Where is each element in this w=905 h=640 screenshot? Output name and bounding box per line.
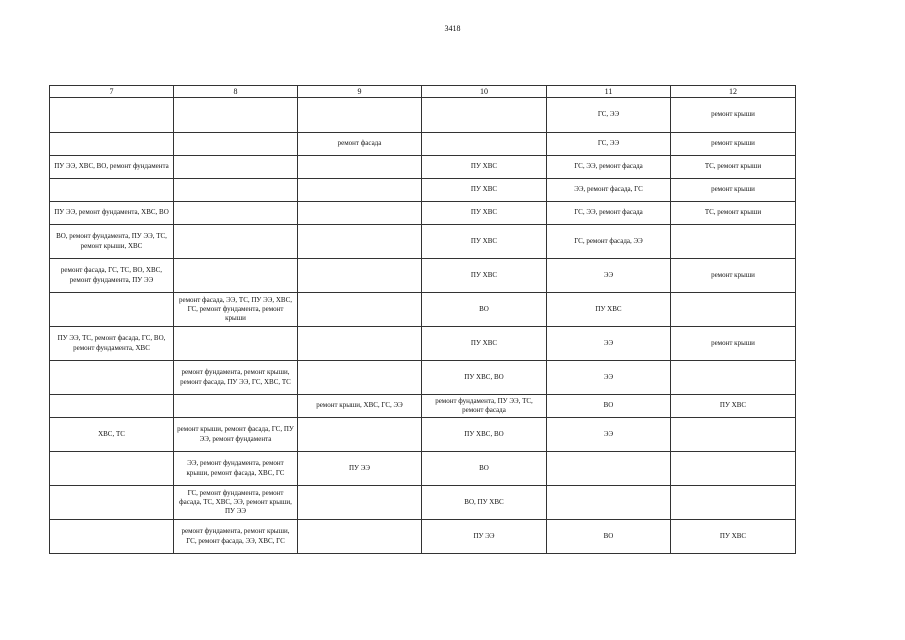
table-cell: ремонт фасада, ГС, ТС, ВО, ХВС, ремонт фундамента, ПУ ЭЭ — [50, 259, 174, 293]
table-cell — [174, 327, 298, 361]
table-cell — [174, 202, 298, 225]
table-cell: ГС, ЭЭ — [547, 133, 671, 156]
table-cell: ЭЭ — [547, 259, 671, 293]
column-header: 11 — [547, 86, 671, 98]
table-cell: ПУ ЭЭ, ХВС, ВО, ремонт фундамента — [50, 156, 174, 179]
table-cell: ремонт фасада — [298, 133, 422, 156]
table-cell: ремонт фасада, ЭЭ, ТС, ПУ ЭЭ, ХВС, ГС, ремонт фундамента, ремонт крыши — [174, 293, 298, 327]
table-cell — [422, 98, 547, 133]
table-cell — [50, 361, 174, 395]
table-cell: ремонт крыши — [671, 179, 796, 202]
table-cell: ВО, ПУ ХВС — [422, 486, 547, 520]
table-cell — [422, 133, 547, 156]
header-row — [50, 86, 796, 98]
table-row — [50, 361, 796, 395]
table-cell — [298, 179, 422, 202]
table-cell: ЭЭ — [547, 418, 671, 452]
table-cell: ремонт фундамента, ПУ ЭЭ, ТС, ремонт фасада — [422, 395, 547, 418]
table-cell — [298, 327, 422, 361]
table-cell — [50, 98, 174, 133]
table-cell — [50, 293, 174, 327]
table-cell: ЭЭ, ремонт фундамента, ремонт крыши, ремонт фасада, ХВС, ГС — [174, 452, 298, 486]
table-cell: ПУ ХВС, ВО — [422, 418, 547, 452]
table-cell — [174, 259, 298, 293]
table-cell: ремонт крыши — [671, 133, 796, 156]
table-cell — [298, 418, 422, 452]
table-cell — [174, 156, 298, 179]
table-cell — [50, 133, 174, 156]
table-cell: ПУ ХВС, ВО — [422, 361, 547, 395]
table-cell: ремонт крыши, ХВС, ГС, ЭЭ — [298, 395, 422, 418]
table-cell — [547, 486, 671, 520]
table-cell — [298, 293, 422, 327]
table-cell: ПУ ХВС — [422, 202, 547, 225]
table-cell: ТС, ремонт крыши — [671, 156, 796, 179]
column-header: 7 — [50, 86, 174, 98]
table-cell: ВО — [422, 293, 547, 327]
table-cell — [50, 452, 174, 486]
table-cell — [50, 395, 174, 418]
table-row — [50, 418, 796, 452]
table-cell: ВО — [547, 395, 671, 418]
table-cell: ЭЭ — [547, 327, 671, 361]
table-cell: ГС, ЭЭ, ремонт фасада — [547, 202, 671, 225]
table-cell — [174, 133, 298, 156]
table-cell — [298, 520, 422, 554]
table-cell — [174, 225, 298, 259]
table-cell: ВО — [422, 452, 547, 486]
table-cell: ПУ ЭЭ, ремонт фундамента, ХВС, ВО — [50, 202, 174, 225]
table-cell: ВО, ремонт фундамента, ПУ ЭЭ, ТС, ремонт крыши, ХВС — [50, 225, 174, 259]
table-cell: ПУ ЭЭ — [422, 520, 547, 554]
table-cell: ремонт крыши, ремонт фасада, ГС, ПУ ЭЭ, ремонт фундамента — [174, 418, 298, 452]
table-cell: ВО — [547, 520, 671, 554]
table-row — [50, 259, 796, 293]
table-cell: ПУ ХВС — [547, 293, 671, 327]
table-row — [50, 225, 796, 259]
table-cell — [298, 361, 422, 395]
table-cell — [50, 179, 174, 202]
table-cell: ТС, ремонт крыши — [671, 202, 796, 225]
table-cell: ремонт крыши — [671, 327, 796, 361]
table-cell — [298, 225, 422, 259]
table-cell: ремонт фундамента, ремонт крыши, ГС, ремонт фасада, ЭЭ, ХВС, ГС — [174, 520, 298, 554]
table-cell: ПУ ЭЭ — [298, 452, 422, 486]
table-cell — [174, 395, 298, 418]
table-row — [50, 452, 796, 486]
table-row — [50, 486, 796, 520]
table-row — [50, 179, 796, 202]
table-cell: ремонт крыши — [671, 98, 796, 133]
page-number: 3418 — [444, 24, 461, 33]
table-cell — [671, 486, 796, 520]
table-cell: ПУ ХВС — [422, 225, 547, 259]
table-cell — [174, 98, 298, 133]
table-row — [50, 327, 796, 361]
table-cell — [50, 520, 174, 554]
table-row — [50, 395, 796, 418]
table-cell: ПУ ХВС — [671, 520, 796, 554]
table-cell — [298, 259, 422, 293]
table-cell — [298, 156, 422, 179]
table-cell: ХВС, ТС — [50, 418, 174, 452]
table-cell — [671, 452, 796, 486]
table-cell: ПУ ХВС — [671, 395, 796, 418]
column-header: 8 — [174, 86, 298, 98]
table-cell: ГС, ЭЭ, ремонт фасада — [547, 156, 671, 179]
table-cell: ПУ ХВС — [422, 259, 547, 293]
table-cell: ПУ ХВС — [422, 179, 547, 202]
table-row — [50, 520, 796, 554]
table-cell — [547, 452, 671, 486]
table-row — [50, 133, 796, 156]
table-cell: ПУ ЭЭ, ТС, ремонт фасада, ГС, ВО, ремонт фундамента, ХВС — [50, 327, 174, 361]
table-row — [50, 98, 796, 133]
works-table — [49, 85, 796, 554]
table-cell: ЭЭ — [547, 361, 671, 395]
table-row — [50, 156, 796, 179]
table-cell: ГС, ЭЭ — [547, 98, 671, 133]
table-cell: ЭЭ, ремонт фасада, ГС — [547, 179, 671, 202]
column-header: 9 — [298, 86, 422, 98]
table-cell: ПУ ХВС — [422, 327, 547, 361]
table-row — [50, 202, 796, 225]
table-cell — [298, 202, 422, 225]
table-cell: ПУ ХВС — [422, 156, 547, 179]
table-cell — [671, 293, 796, 327]
table-cell — [298, 98, 422, 133]
column-header: 12 — [671, 86, 796, 98]
table-cell: ремонт фундамента, ремонт крыши, ремонт фасада, ПУ ЭЭ, ГС, ХВС, ТС — [174, 361, 298, 395]
table-cell — [671, 361, 796, 395]
table-cell — [298, 486, 422, 520]
table-row — [50, 293, 796, 327]
table-cell — [671, 225, 796, 259]
table-cell — [50, 486, 174, 520]
table-cell: ГС, ремонт фасада, ЭЭ — [547, 225, 671, 259]
table-cell: ремонт крыши — [671, 259, 796, 293]
table-cell — [671, 418, 796, 452]
table-cell: ГС, ремонт фундамента, ремонт фасада, ТС, ХВС, ЭЭ, ремонт крыши, ПУ ЭЭ — [174, 486, 298, 520]
column-header: 10 — [422, 86, 547, 98]
table-cell — [174, 179, 298, 202]
